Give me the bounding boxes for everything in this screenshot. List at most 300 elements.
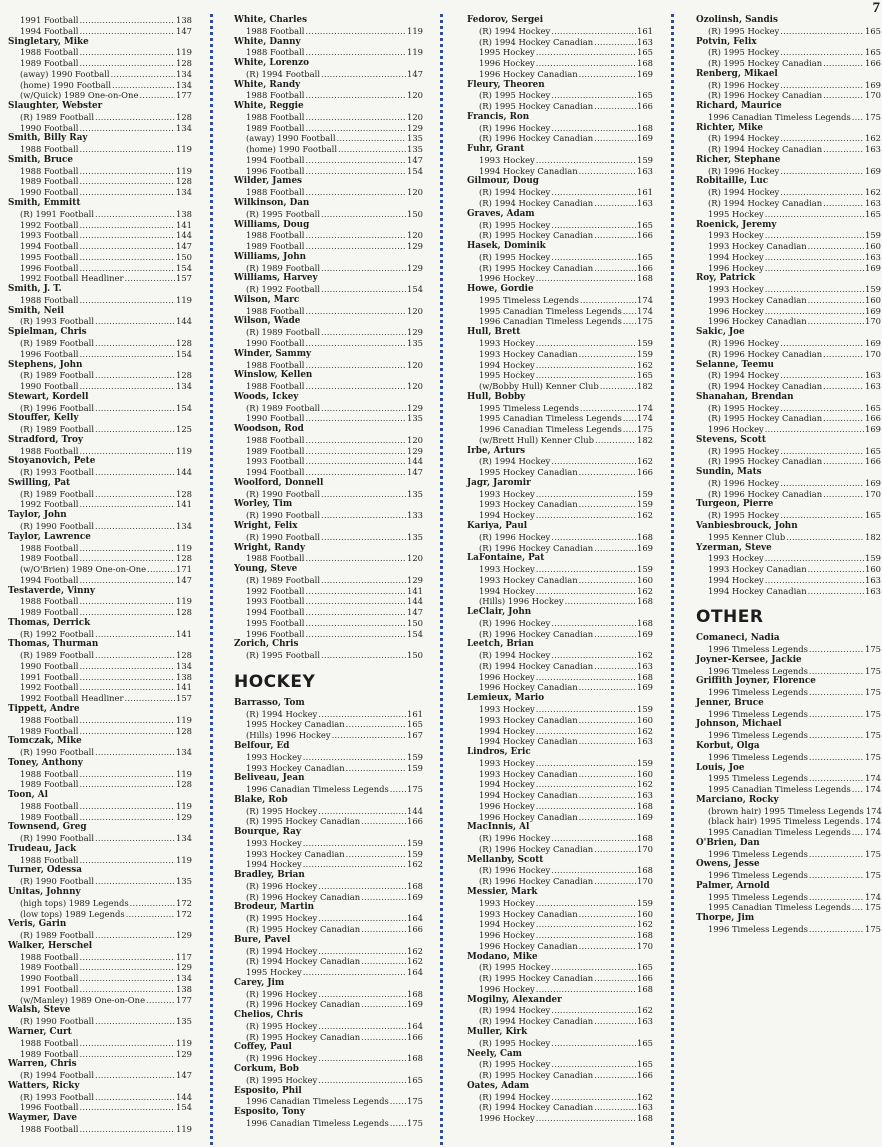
- card-entry-label: 1996 Hockey: [708, 424, 764, 435]
- card-entry: [234, 1021, 423, 1032]
- card-entry: [234, 607, 423, 618]
- card-entry-page: 129: [176, 962, 192, 973]
- card-entry-label: (brown hair) 1995 Timeless Legends: [708, 805, 864, 816]
- card-entry: [696, 644, 881, 655]
- card-entry: [696, 26, 881, 37]
- athlete-name: Sakic, Joe: [696, 327, 745, 338]
- card-entry: [8, 855, 192, 866]
- dot-leader: [306, 241, 407, 252]
- card-entry-label: 1996 Hockey: [479, 1113, 535, 1124]
- card-entry-label: 1988 Football: [20, 854, 79, 865]
- athlete-name: White, Charles: [234, 15, 308, 25]
- card-entry: [8, 812, 192, 823]
- card-entry-page: 168: [637, 930, 653, 941]
- dot-leader: [551, 220, 636, 231]
- athlete-name: Turner, Odessa: [8, 865, 82, 876]
- card-entry-page: 159: [637, 564, 653, 575]
- dot-leader: [95, 403, 175, 414]
- dot-leader: [623, 424, 636, 435]
- card-entry-label: (R) 1994 Hockey: [708, 133, 780, 144]
- card-entry: [696, 338, 881, 349]
- index-column-1: [8, 15, 192, 1135]
- dot-leader: [551, 187, 636, 198]
- card-entry-label: 1996 Timeless Legends: [708, 924, 808, 935]
- card-entry: [234, 763, 423, 774]
- card-entry: [467, 650, 653, 661]
- card-entry-page: 119: [176, 1123, 192, 1134]
- athlete-name: LaFontaine, Pat: [467, 553, 545, 564]
- card-entry-label: (R) 1995 Hockey: [246, 913, 318, 924]
- card-entry: [696, 198, 881, 209]
- card-entry-page: 161: [637, 25, 653, 36]
- athlete-name: Selanne, Teemu: [696, 359, 774, 370]
- card-entry-label: (w/Manley) 1989 One-on-One: [20, 994, 146, 1005]
- card-entry: [467, 47, 653, 58]
- card-entry: [467, 499, 653, 510]
- card-entry-label: 1992 Football: [20, 682, 79, 693]
- card-entry: [467, 1038, 653, 1049]
- card-entry-page: 168: [407, 880, 423, 891]
- card-entry-label: (w/Brett Hull) Kenner Club: [479, 434, 594, 445]
- athlete-name: Warren, Chris: [8, 1059, 77, 1070]
- athlete-name: Hull, Bobby: [467, 391, 526, 402]
- dot-leader: [80, 220, 176, 231]
- card-entry-label: 1994 Hockey: [479, 725, 535, 736]
- card-entry-label: 1996 Timeless Legends: [708, 870, 808, 881]
- card-entry-label: 1995 Canadian Timeless Legends: [479, 413, 622, 424]
- dot-leader: [306, 230, 407, 241]
- card-entry: [8, 403, 192, 414]
- card-entry-page: 150: [407, 617, 423, 628]
- athlete-name: MacInnis, Al: [467, 822, 530, 833]
- athlete-name: Richer, Stephane: [696, 154, 781, 165]
- dot-leader: [306, 607, 407, 618]
- card-entry-label: (R) 1994 Hockey: [479, 650, 551, 661]
- card-entry-page: 134: [176, 747, 192, 758]
- dot-leader: [318, 1075, 406, 1086]
- card-entry: [467, 349, 653, 360]
- card-entry: [234, 1075, 423, 1086]
- card-entry: [8, 876, 192, 887]
- athlete-name: Korbut, Olga: [696, 741, 760, 751]
- card-entry-page: 165: [865, 402, 881, 413]
- card-entry: [696, 295, 881, 306]
- card-entry: [467, 424, 653, 435]
- card-entry-page: 162: [637, 725, 653, 736]
- dot-leader: [95, 833, 175, 844]
- card-entry: [8, 952, 192, 963]
- card-entry-label: (home) 1990 Football: [20, 79, 112, 90]
- dot-leader: [80, 769, 176, 780]
- dot-leader: [579, 69, 636, 80]
- card-entry: [696, 209, 881, 220]
- athlete-name: Tomczak, Mike: [8, 736, 82, 747]
- card-entry-label: 1993 Hockey Canadian: [479, 768, 578, 779]
- card-entry: [467, 37, 653, 48]
- card-entry-label: 1990 Football: [20, 973, 79, 984]
- card-entry-label: 1993 Football: [246, 456, 305, 467]
- card-entry-label: 1995 Hockey Canadian: [246, 719, 345, 730]
- card-entry: [8, 543, 192, 554]
- card-entry-label: (R) 1996 Hockey: [479, 833, 551, 844]
- card-entry-label: 1993 Hockey: [479, 154, 535, 165]
- card-entry: [696, 381, 881, 392]
- card-entry: [234, 629, 423, 640]
- card-entry-label: 1993 Hockey Canadian: [246, 762, 345, 773]
- dot-leader: [551, 1059, 636, 1070]
- card-entry: [8, 564, 192, 575]
- dot-leader: [321, 209, 406, 220]
- card-entry-label: (R) 1995 Hockey Canadian: [479, 101, 594, 112]
- athlete-name: Trudeau, Jack: [8, 843, 77, 854]
- card-entry-label: (R) 1995 Football: [246, 208, 320, 219]
- dot-leader: [594, 844, 636, 855]
- card-entry: [234, 586, 423, 597]
- athlete-name: White, Danny: [234, 36, 301, 47]
- card-entry-label: 1988 Football: [246, 434, 305, 445]
- card-entry: [696, 924, 881, 935]
- card-entry-page: 177: [176, 90, 192, 101]
- card-entry-label: 1989 Football: [20, 58, 79, 69]
- dot-leader: [852, 112, 864, 123]
- card-entry-page: 163: [637, 736, 653, 747]
- card-entry: [467, 801, 653, 812]
- dot-leader: [95, 370, 175, 381]
- card-entry-page: 120: [407, 434, 423, 445]
- card-entry-page: 120: [407, 111, 423, 122]
- card-entry: [234, 456, 423, 467]
- dot-leader: [80, 349, 176, 360]
- dot-leader: [536, 919, 636, 930]
- card-entry: [8, 995, 192, 1006]
- card-entry: [467, 413, 653, 424]
- card-entry-page: 129: [407, 574, 423, 585]
- card-entry-page: 170: [637, 940, 653, 951]
- athlete-name: Waymer, Dave: [8, 1113, 77, 1124]
- dot-leader: [623, 316, 636, 327]
- card-entry-page: 160: [637, 908, 653, 919]
- dot-leader: [594, 876, 636, 887]
- card-entry-label: (low tops) 1989 Legends: [20, 908, 125, 919]
- card-entry-label: 1994 Hockey: [479, 359, 535, 370]
- card-entry: [8, 1124, 192, 1135]
- card-entry-label: (w/O'Brien) 1989 One-on-One: [20, 564, 147, 575]
- dot-leader: [306, 618, 407, 629]
- athlete-name: Robitaille, Luc: [696, 176, 769, 187]
- card-entry: [467, 736, 653, 747]
- card-entry-page: 174: [865, 805, 882, 816]
- athlete-name: Jagr, Jaromir: [467, 477, 531, 488]
- card-entry-page: 144: [176, 1091, 192, 1102]
- card-entry-label: (R) 1994 Hockey: [479, 187, 551, 198]
- card-entry-label: 1993 Hockey Canadian: [479, 908, 578, 919]
- card-entry-label: 1994 Football: [20, 25, 79, 36]
- card-entry-page: 175: [865, 708, 881, 719]
- dot-leader: [95, 338, 175, 349]
- card-entry: [467, 844, 653, 855]
- card-entry: [8, 424, 192, 435]
- dot-leader: [823, 349, 864, 360]
- card-entry-label: 1996 Hockey: [479, 273, 535, 284]
- dot-leader: [95, 1016, 175, 1027]
- card-entry: [696, 816, 881, 827]
- card-entry: [696, 870, 881, 881]
- dot-leader: [823, 198, 864, 209]
- card-entry: [467, 155, 653, 166]
- card-entry-page: 159: [865, 230, 881, 241]
- section-heading: HOCKEY: [234, 671, 316, 692]
- athlete-name: Toney, Anthony: [8, 757, 83, 768]
- card-entry-label: 1993 Hockey Canadian: [479, 574, 578, 585]
- card-entry: [8, 672, 192, 683]
- card-entry: [234, 230, 423, 241]
- athlete-name: Hasek, Dominik: [467, 241, 546, 252]
- card-entry-label: (R) 1996 Hockey: [479, 617, 551, 628]
- card-entry-page: 160: [865, 241, 881, 252]
- dot-leader: [80, 779, 176, 790]
- card-entry-page: 154: [407, 628, 423, 639]
- card-entry: [234, 816, 423, 827]
- card-entry: [467, 166, 653, 177]
- card-entry-label: 1996 Hockey Canadian: [479, 682, 578, 693]
- athlete-name: Smith, Neil: [8, 305, 64, 316]
- card-entry-label: 1996 Hockey: [479, 930, 535, 941]
- card-entry: [234, 413, 423, 424]
- card-entry-label: 1989 Football: [20, 1048, 79, 1059]
- athlete-name: Roy, Patrick: [696, 273, 756, 284]
- card-entry-label: 1993 Hockey Canadian: [479, 348, 578, 359]
- card-entry: [234, 838, 423, 849]
- athlete-name: Stephens, John: [8, 359, 83, 370]
- card-entry-label: 1995 Hockey: [708, 208, 764, 219]
- athlete-name: Watters, Ricky: [8, 1080, 80, 1091]
- card-entry-page: 128: [176, 779, 192, 790]
- card-entry-page: 166: [865, 413, 881, 424]
- dot-leader: [306, 166, 407, 177]
- card-entry-label: 1993 Hockey: [708, 230, 764, 241]
- dot-leader: [852, 902, 864, 913]
- dot-leader: [536, 758, 636, 769]
- dot-leader: [536, 510, 636, 521]
- card-entry: [696, 144, 881, 155]
- card-entry: [8, 1049, 192, 1060]
- dot-leader: [306, 586, 407, 597]
- card-entry-label: (R) 1992 Football: [20, 628, 94, 639]
- card-entry-page: 159: [637, 337, 653, 348]
- card-entry: [234, 446, 423, 457]
- dot-leader: [95, 112, 175, 123]
- athlete-name: Shanahan, Brendan: [696, 391, 794, 402]
- card-entry-label: (R) 1994 Hockey: [708, 187, 780, 198]
- card-entry-page: 147: [407, 607, 423, 618]
- card-entry: [234, 47, 423, 58]
- card-entry-label: (R) 1996 Hockey Canadian: [708, 348, 823, 359]
- athlete-name: Toon, Al: [8, 790, 48, 801]
- card-entry: [234, 284, 423, 295]
- dot-leader: [346, 719, 406, 730]
- card-entry: [8, 973, 192, 984]
- athlete-name: Hull, Brett: [467, 327, 521, 338]
- card-entry-page: 163: [865, 251, 881, 262]
- dot-leader: [809, 644, 864, 655]
- athlete-name: Richard, Maurice: [696, 101, 782, 112]
- athlete-name: Singletary, Mike: [8, 36, 89, 47]
- card-entry-page: 162: [637, 1005, 653, 1016]
- dot-leader: [306, 47, 407, 58]
- dot-leader: [579, 812, 636, 823]
- card-entry-label: 1989 Football: [20, 725, 79, 736]
- dot-leader: [780, 80, 864, 91]
- section-heading: OTHER: [696, 607, 764, 628]
- card-entry: [696, 784, 881, 795]
- card-entry: [234, 489, 423, 500]
- dot-leader: [579, 769, 636, 780]
- card-entry: [8, 769, 192, 780]
- card-entry: [696, 564, 881, 575]
- card-entry: [467, 220, 653, 231]
- dot-leader: [130, 898, 175, 909]
- athlete-name: Worley, Tim: [234, 499, 293, 510]
- dot-leader: [390, 1118, 406, 1129]
- dot-leader: [808, 586, 864, 597]
- card-entry: [234, 618, 423, 629]
- index-column-3: [467, 15, 653, 1124]
- dot-leader: [306, 26, 407, 37]
- dot-leader: [536, 704, 636, 715]
- dot-leader: [95, 316, 175, 327]
- card-entry-label: (R) 1994 Hockey Canadian: [246, 956, 361, 967]
- card-entry-label: 1995 Canadian Timeless Legends: [708, 784, 851, 795]
- card-entry-page: 168: [407, 988, 423, 999]
- card-entry: [467, 984, 653, 995]
- dot-leader: [579, 499, 636, 510]
- dot-leader: [147, 564, 175, 575]
- dot-leader: [346, 849, 406, 860]
- card-entry: [234, 719, 423, 730]
- card-entry: [8, 349, 192, 360]
- dot-leader: [594, 263, 636, 274]
- card-entry-page: 162: [865, 133, 881, 144]
- card-entry-page: 119: [407, 25, 423, 36]
- card-entry-page: 161: [407, 708, 423, 719]
- card-entry: [234, 467, 423, 478]
- card-entry-label: 1993 Hockey: [479, 704, 535, 714]
- card-entry-label: (R) 1996 Hockey Canadian: [479, 876, 594, 887]
- card-entry: [8, 316, 192, 327]
- athlete-name: Williams, John: [234, 251, 306, 262]
- athlete-name: Smith, J. T.: [8, 284, 62, 295]
- card-entry-label: 1996 Timeless Legends: [708, 848, 808, 859]
- athlete-name: Townsend, Greg: [8, 822, 87, 833]
- card-entry-label: (R) 1989 Football: [20, 370, 94, 381]
- dot-leader: [579, 467, 636, 478]
- dot-leader: [321, 284, 406, 295]
- dot-leader: [80, 241, 176, 252]
- card-entry-label: 1990 Football: [246, 413, 305, 424]
- dot-leader: [579, 790, 636, 801]
- dot-leader: [579, 736, 636, 747]
- card-entry: [234, 859, 423, 870]
- athlete-name: Williams, Doug: [234, 219, 310, 230]
- athlete-name: Bure, Pavel: [234, 934, 291, 945]
- card-entry: [8, 521, 192, 532]
- card-entry-page: 147: [176, 25, 192, 36]
- card-entry-page: 134: [176, 660, 192, 671]
- card-entry-page: 129: [407, 122, 423, 133]
- card-entry-label: 1996 Football: [246, 628, 305, 639]
- card-entry-page: 160: [637, 714, 653, 725]
- card-entry-page: 162: [637, 359, 653, 370]
- card-entry-label: (R) 1989 Football: [246, 327, 320, 338]
- card-entry-label: 1993 Hockey Canadian: [479, 714, 578, 725]
- athlete-name: Mogilny, Alexander: [467, 994, 562, 1005]
- card-entry-page: 175: [865, 870, 881, 881]
- card-entry-page: 166: [637, 101, 653, 112]
- card-entry: [8, 123, 192, 134]
- card-entry: [467, 909, 653, 920]
- athlete-name: Owens, Jesse: [696, 859, 760, 870]
- athlete-name: Thomas, Derrick: [8, 617, 91, 628]
- card-entry-label: 1993 Hockey Canadian: [708, 241, 807, 252]
- card-entry-page: 138: [176, 983, 192, 994]
- dot-leader: [809, 709, 864, 720]
- card-entry-page: 150: [176, 251, 192, 262]
- card-entry: [467, 198, 653, 209]
- athlete-name: Leetch, Brian: [467, 639, 534, 650]
- athlete-name: Winder, Sammy: [234, 348, 312, 359]
- card-entry: [234, 784, 423, 795]
- dot-leader: [303, 859, 406, 870]
- dot-leader: [361, 956, 406, 967]
- card-entry: [696, 424, 881, 435]
- athlete-name: Thorpe, Jim: [696, 913, 755, 924]
- card-entry-page: 166: [637, 1070, 653, 1081]
- dot-leader: [95, 930, 175, 941]
- dot-leader: [536, 338, 636, 349]
- dot-leader: [321, 575, 406, 586]
- card-entry: [8, 112, 192, 123]
- card-entry-page: 120: [407, 553, 423, 564]
- dot-leader: [80, 1049, 176, 1060]
- dot-leader: [809, 666, 864, 677]
- card-entry-label: 1996 Football: [20, 262, 79, 273]
- card-entry-label: (R) 1990 Football: [20, 1016, 94, 1027]
- dot-leader: [80, 801, 176, 812]
- dot-leader: [579, 909, 636, 920]
- athlete-name: Lemieux, Mario: [467, 693, 545, 704]
- athlete-name: Woods, Ickey: [234, 391, 299, 402]
- dot-leader: [337, 133, 406, 144]
- card-entry-label: 1996 Hockey: [708, 305, 764, 316]
- card-entry-label: 1994 Hockey Canadian: [708, 585, 807, 596]
- dot-leader: [80, 166, 176, 177]
- card-entry-label: 1988 Football: [246, 305, 305, 316]
- card-entry: [234, 553, 423, 564]
- card-entry: [467, 123, 653, 134]
- dot-leader: [594, 101, 636, 112]
- dot-leader: [580, 403, 636, 414]
- dot-leader: [80, 984, 176, 995]
- athlete-name: Francis, Ron: [467, 111, 530, 122]
- athlete-name: Joyner-Kersee, Jackie: [696, 654, 802, 665]
- card-entry-page: 163: [637, 660, 653, 671]
- card-entry-page: 163: [865, 370, 881, 381]
- card-entry-label: 1995 Football: [246, 617, 305, 628]
- dot-leader: [80, 672, 176, 683]
- athlete-name: Stewart, Kordell: [8, 391, 89, 402]
- athlete-name: Blake, Rob: [234, 794, 288, 805]
- dot-leader: [80, 1038, 176, 1049]
